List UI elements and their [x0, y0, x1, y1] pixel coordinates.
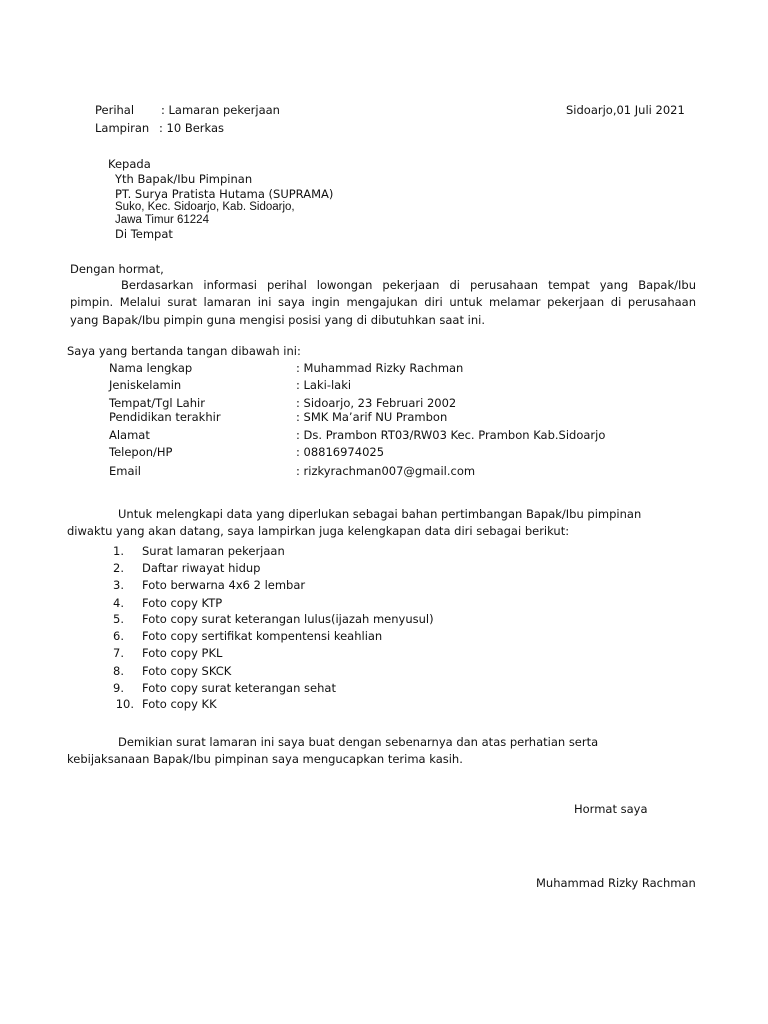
identity-label: Jeniskelamin: [109, 378, 182, 392]
recipient-to: Kepada: [108, 157, 151, 171]
identity-value: : rizkyrachman007@gmail.com: [296, 464, 476, 478]
recipient-place: Di Tempat: [115, 227, 173, 241]
list-number: 2.: [113, 561, 124, 575]
identity-value: : 08816974025: [296, 445, 385, 459]
list-number: 1.: [113, 544, 124, 558]
attachments-intro-line1: Untuk melengkapi data yang diperlukan sebagai bahan pertimbangan Bapak/Ibu pimpinan: [118, 507, 642, 521]
lampiran-label: Lampiran: [95, 121, 150, 135]
greeting: Dengan hormat,: [70, 262, 164, 276]
list-number: 8.: [113, 664, 124, 678]
intro-line2: pimpin. Melalui surat lamaran ini saya ingin mengajukan diri untuk melamar pekerjaan di perusahaan: [70, 295, 696, 309]
list-item: Surat lamaran pekerjaan: [142, 544, 285, 558]
recipient-line1: Yth Bapak/Ibu Pimpinan: [115, 172, 253, 186]
identity-label: Alamat: [109, 428, 150, 442]
list-number: 9.: [113, 681, 124, 695]
attachments-intro-line2: diwaktu yang akan datang, saya lampirkan juga kelengkapan data diri sebagai berikut:: [67, 524, 570, 538]
list-number: 4.: [113, 596, 124, 610]
identity-label: Pendidikan terakhir: [109, 410, 221, 424]
identity-value: : Muhammad Rizky Rachman: [296, 361, 464, 375]
recipient-address2: Jawa Timur 61224: [115, 214, 209, 226]
list-item: Daftar riwayat hidup: [142, 561, 261, 575]
list-item: Foto copy surat keterangan lulus(ijazah menyusul): [142, 612, 434, 626]
identity-value: : SMK Ma’arif NU Prambon: [296, 410, 448, 424]
list-number: 3.: [113, 578, 124, 592]
identity-value: : Sidoarjo, 23 Februari 2002: [296, 396, 457, 410]
recipient-line2: PT. Surya Pratista Hutama (SUPRAMA): [115, 187, 334, 201]
identity-label: Telepon/HP: [109, 445, 173, 459]
list-number: 6.: [113, 629, 124, 643]
list-number: 10.: [115, 697, 134, 711]
identity-intro: Saya yang bertanda tangan dibawah ini:: [67, 344, 301, 358]
identity-label: Email: [109, 464, 141, 478]
list-number: 5.: [113, 612, 124, 626]
identity-label: Nama lengkap: [109, 361, 193, 375]
place-date: Sidoarjo,01 Juli 2021: [566, 103, 685, 117]
closing-line2: kebijaksanaan Bapak/Ibu pimpinan saya mengucapkan terima kasih.: [67, 752, 463, 766]
signature-salutation: Hormat saya: [574, 802, 648, 816]
intro-line1: Berdasarkan informasi perihal lowongan pekerjaan di perusahaan tempat yang Bapak/Ibu: [121, 278, 696, 292]
intro-line3: yang Bapak/Ibu pimpin guna mengisi posisi yang di dibutuhkan saat ini.: [70, 313, 485, 327]
identity-value: : Laki-laki: [296, 378, 352, 392]
list-item: Foto copy KTP: [142, 596, 223, 610]
list-item: Foto copy KK: [142, 697, 217, 711]
list-item: Foto berwarna 4x6 2 lembar: [142, 578, 306, 592]
signature-name: Muhammad Rizky Rachman: [536, 876, 696, 890]
recipient-address1: Suko, Kec. Sidoarjo, Kab. Sidoarjo,: [115, 201, 295, 213]
closing-line1: Demikian surat lamaran ini saya buat dengan sebenarnya dan atas perhatian serta: [118, 735, 599, 749]
identity-value: : Ds. Prambon RT03/RW03 Kec. Prambon Kab.Sidoarjo: [296, 428, 606, 442]
perihal-label: Perihal: [95, 103, 135, 117]
perihal-value: : Lamaran pekerjaan: [161, 103, 280, 117]
list-item: Foto copy PKL: [142, 646, 223, 660]
list-number: 7.: [113, 646, 124, 660]
list-item: Foto copy sertifikat kompentensi keahlian: [142, 629, 383, 643]
list-item: Foto copy SKCK: [142, 664, 232, 678]
lampiran-value: : 10 Berkas: [159, 121, 225, 135]
identity-label: Tempat/Tgl Lahir: [109, 396, 205, 410]
list-item: Foto copy surat keterangan sehat: [142, 681, 336, 695]
